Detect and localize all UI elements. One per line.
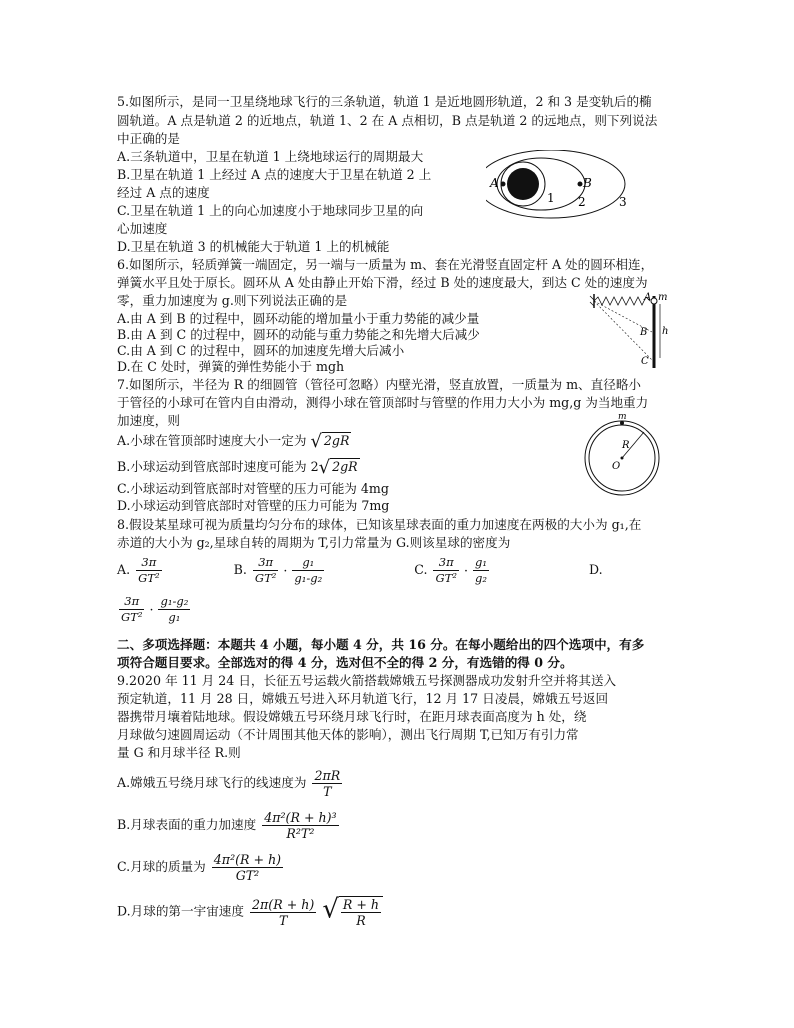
numerator: g₁-g₂ [160, 594, 189, 608]
fraction [262, 810, 338, 841]
q5-stem-line-3: 中正确的是 [117, 131, 180, 146]
q7-option-b-text: B.小球运动到管底部时速度可能为 2 [117, 459, 319, 474]
sqrt: √ $\frac{R + h}{R}$ [322, 896, 383, 928]
q8-option-d-formula: $\frac{3\pi}{\text{GT²}}$ · $\frac{\text{g₁-g₂}}{\text{g₁}}$ [121, 594, 189, 624]
numerator: 2πR [314, 768, 341, 783]
fraction [292, 555, 324, 586]
fraction [473, 555, 489, 586]
denominator: g₂ [474, 571, 487, 585]
q7-stem-line-2: 于管径的小球可在管内自由滑动，测得小球在管顶部时与管壁的作用力大小为 mg,g 为当地重力 [117, 395, 649, 410]
q5-option-c: C.卫星在轨道 1 上的向心加速度小于地球同步卫星的向 [117, 203, 424, 218]
q8-option-d-label: D. [588, 562, 603, 577]
fraction [253, 555, 278, 586]
q8-option-c-label: C. [414, 562, 428, 577]
orbit-3 [486, 150, 625, 218]
numerator: g₁ [474, 555, 487, 569]
q9-option-d [117, 896, 383, 928]
q6-stem-line-3: 零，重力加速度为 g.则下列说法正确的是 [117, 293, 348, 308]
label-c: C [641, 356, 649, 367]
q8-stem-line-2: 赤道的大小为 g₂,星球自转的周期为 T,引力常量为 G.则该星球的密度为 [117, 535, 511, 550]
label-b: B [583, 176, 592, 190]
q7-option-a-text: A.小球在管顶部时速度大小一定为 [117, 433, 307, 448]
denominator: g₁ [168, 610, 181, 624]
numerator: 4π²(R + h)³ [264, 810, 337, 825]
q9-option-b [117, 810, 341, 841]
q9-stem-line-5: 量 G 和月球半径 R.则 [117, 745, 241, 760]
q9-option-c [117, 852, 285, 883]
label-b: B [640, 327, 648, 338]
fraction [136, 555, 161, 586]
q7-option-a [117, 433, 351, 450]
q6-option-d: D.在 C 处时，弹簧的弹性势能小于 mgh [117, 359, 345, 374]
denominator: R [356, 913, 366, 928]
q9-option-a [117, 768, 344, 799]
q9-stem-line-1: 9.2020 年 11 月 24 日，长征五号运载火箭搭载嫦娥五号探测器成功发射升空并将其送入 [117, 673, 617, 688]
q9-stem-line-3: 器携带月壤着陆地球。假设嫦娥五号环绕月球飞行时，在距月球表面高度为 h 处，绕 [117, 709, 587, 724]
fraction [119, 594, 144, 625]
fraction [158, 594, 190, 625]
numerator: 4π²(R + h) [213, 852, 282, 867]
sqrt: √ 2gR [310, 431, 350, 452]
label-orbit-2: 2 [578, 195, 586, 209]
ring-a [651, 298, 657, 304]
spring [594, 297, 650, 305]
q8-options-row: A. $\frac{3\pi}{\text{GT²}}$ B. $\frac{3\pi}{\text{GT²}}$ · $\frac{\text{g₁}}{\text{g₁-g₂}}$ C. $\frac{3\pi}{\text{GT²}}$ · $\frac{\text{g₁}}{\text{g₂}}$ D. [117, 555, 603, 585]
q9-option-c-text: C.月球的质量为 [117, 859, 206, 874]
fraction [312, 768, 342, 799]
radicand: 2gR [332, 459, 358, 474]
point-a-dot [501, 182, 506, 187]
numerator: 3π [136, 555, 161, 571]
q5-orbit-figure [486, 150, 636, 226]
point-b-dot [578, 182, 583, 187]
denominator: GT² [138, 571, 160, 585]
label-orbit-1: 1 [547, 191, 555, 205]
q7-stem-line-1: 7.如图所示，半径为 R 的细圆管（管径可忽略）内壁光滑，竖直放置，一质量为 m、直径略小 [117, 377, 642, 392]
q6-stem-line-1: 6.如图所示，轻质弹簧一端固定，另一端与一质量为 m、套在光滑竖直固定杆 A 处的圆环相连， [117, 257, 654, 272]
denominator: GT² [435, 571, 457, 585]
numerator: 2π(R + h) [252, 896, 315, 912]
q5-option-b-cont: 经过 A 点的速度 [117, 185, 210, 200]
numerator: 3π [119, 594, 144, 610]
denominator: T [278, 912, 288, 928]
q8-stem-line-1: 8.假设某星球可视为质量均匀分布的球体，已知该星球表面的重力加速度在两极的大小为 g₁,在 [117, 517, 642, 532]
numerator: 3π [433, 555, 458, 571]
label-m: m [658, 292, 668, 303]
q9-stem-line-4: 月球做匀速圆周运动（不计周围其他天体的影响），测出飞行周期 T,已知万有引力常 [117, 727, 579, 742]
radicand: 2gR [323, 433, 350, 448]
label-orbit-3: 3 [619, 195, 627, 209]
label-a: A [490, 176, 499, 190]
q9-option-a-text: A.嫦娥五号绕月球飞行的线速度为 [117, 775, 307, 790]
label-r: R [622, 440, 630, 451]
q9-option-b-text: B.月球表面的重力加速度 [117, 817, 257, 832]
denominator: g₁-g₂ [294, 571, 323, 585]
q5-stem-line-1: 5.如图所示，是同一卫星绕地球飞行的三条轨道，轨道 1 是近地圆形轨道，2 和 3 是变轨后的椭 [117, 94, 652, 109]
q6-option-a: A.由 A 到 B 的过程中，圆环动能的增加量小于重力势能的减少量 [117, 311, 480, 326]
numerator: R + h [342, 897, 380, 912]
denominator: T [323, 784, 332, 799]
q6-stem-line-2: 弹簧水平且处于原长。圆环从 A 处由静止开始下滑，经过 B 处的速度最大，到达 C 处的速度为 [117, 275, 648, 290]
fraction [341, 897, 381, 928]
q5-option-c-cont: 心加速度 [117, 221, 168, 236]
denominator: GT² [254, 571, 277, 585]
label-m: m [618, 414, 627, 422]
q7-option-c: C.小球运动到管底部时对管壁的压力可能为 4mg [117, 481, 389, 496]
sqrt: √ 2gR [318, 457, 358, 478]
numerator: 3π [253, 555, 278, 571]
denominator: GT² [235, 868, 260, 883]
q8-option-b-label: B. [233, 562, 247, 577]
fraction [212, 852, 283, 883]
numerator: g₁ [292, 555, 324, 571]
q9-stem-line-2: 预定轨道，11 月 28 日，嫦娥五号进入环月轨道飞行，12 月 17 日凌晨，嫦娥五号返回 [117, 691, 609, 706]
q6-option-b: B.由 A 到 C 的过程中，圆环的动能与重力势能之和先增大后减少 [117, 327, 480, 342]
q5-stem-line-2: 圆轨道。A 点是轨道 2 的近地点，轨道 1、2 在 A 点相切，B 点是轨道 2 的远地点，则下列说法 [117, 113, 658, 128]
fraction [250, 897, 316, 928]
section-2-heading-line-1: 二、多项选择题：本题共 4 小题，每小题 4 分，共 16 分。在每小题给出的四个选项中，有多 [117, 637, 645, 652]
q7-option-b [117, 459, 360, 476]
q5-option-a: A.三条轨道中，卫星在轨道 1 上绕地球运行的周期最大 [117, 149, 424, 164]
q7-stem-line-3: 加速度，则 [117, 413, 180, 428]
fraction [433, 555, 458, 586]
q5-option-d: D.卫星在轨道 3 的机械能大于轨道 1 上的机械能 [117, 239, 390, 254]
section-2-heading-line-2: 项符合题目要求。全部选对的得 4 分，选对但不全的得 2 分，有选错的得 0 分。 [117, 655, 573, 670]
q9-option-d-text: D.月球的第一宇宙速度 [117, 903, 244, 919]
q6-spring-figure [588, 292, 668, 370]
center-dot [621, 457, 624, 460]
denominator: R²T² [286, 826, 315, 841]
q5-option-b: B.卫星在轨道 1 上经过 A 点的速度大于卫星在轨道 2 上 [117, 167, 432, 182]
denominator: GT² [121, 610, 143, 624]
label-a: A [644, 292, 652, 303]
q6-option-c: C.由 A 到 C 的过程中，圆环的加速度先增大后减小 [117, 343, 405, 358]
q8-option-a-label: A. [117, 562, 131, 577]
q7-option-d: D.小球运动到管底部时对管壁的压力可能为 7mg [117, 498, 390, 513]
label-o: O [612, 461, 621, 472]
label-h: h [662, 326, 668, 337]
q7-tube-figure [582, 414, 662, 498]
earth [507, 168, 539, 200]
